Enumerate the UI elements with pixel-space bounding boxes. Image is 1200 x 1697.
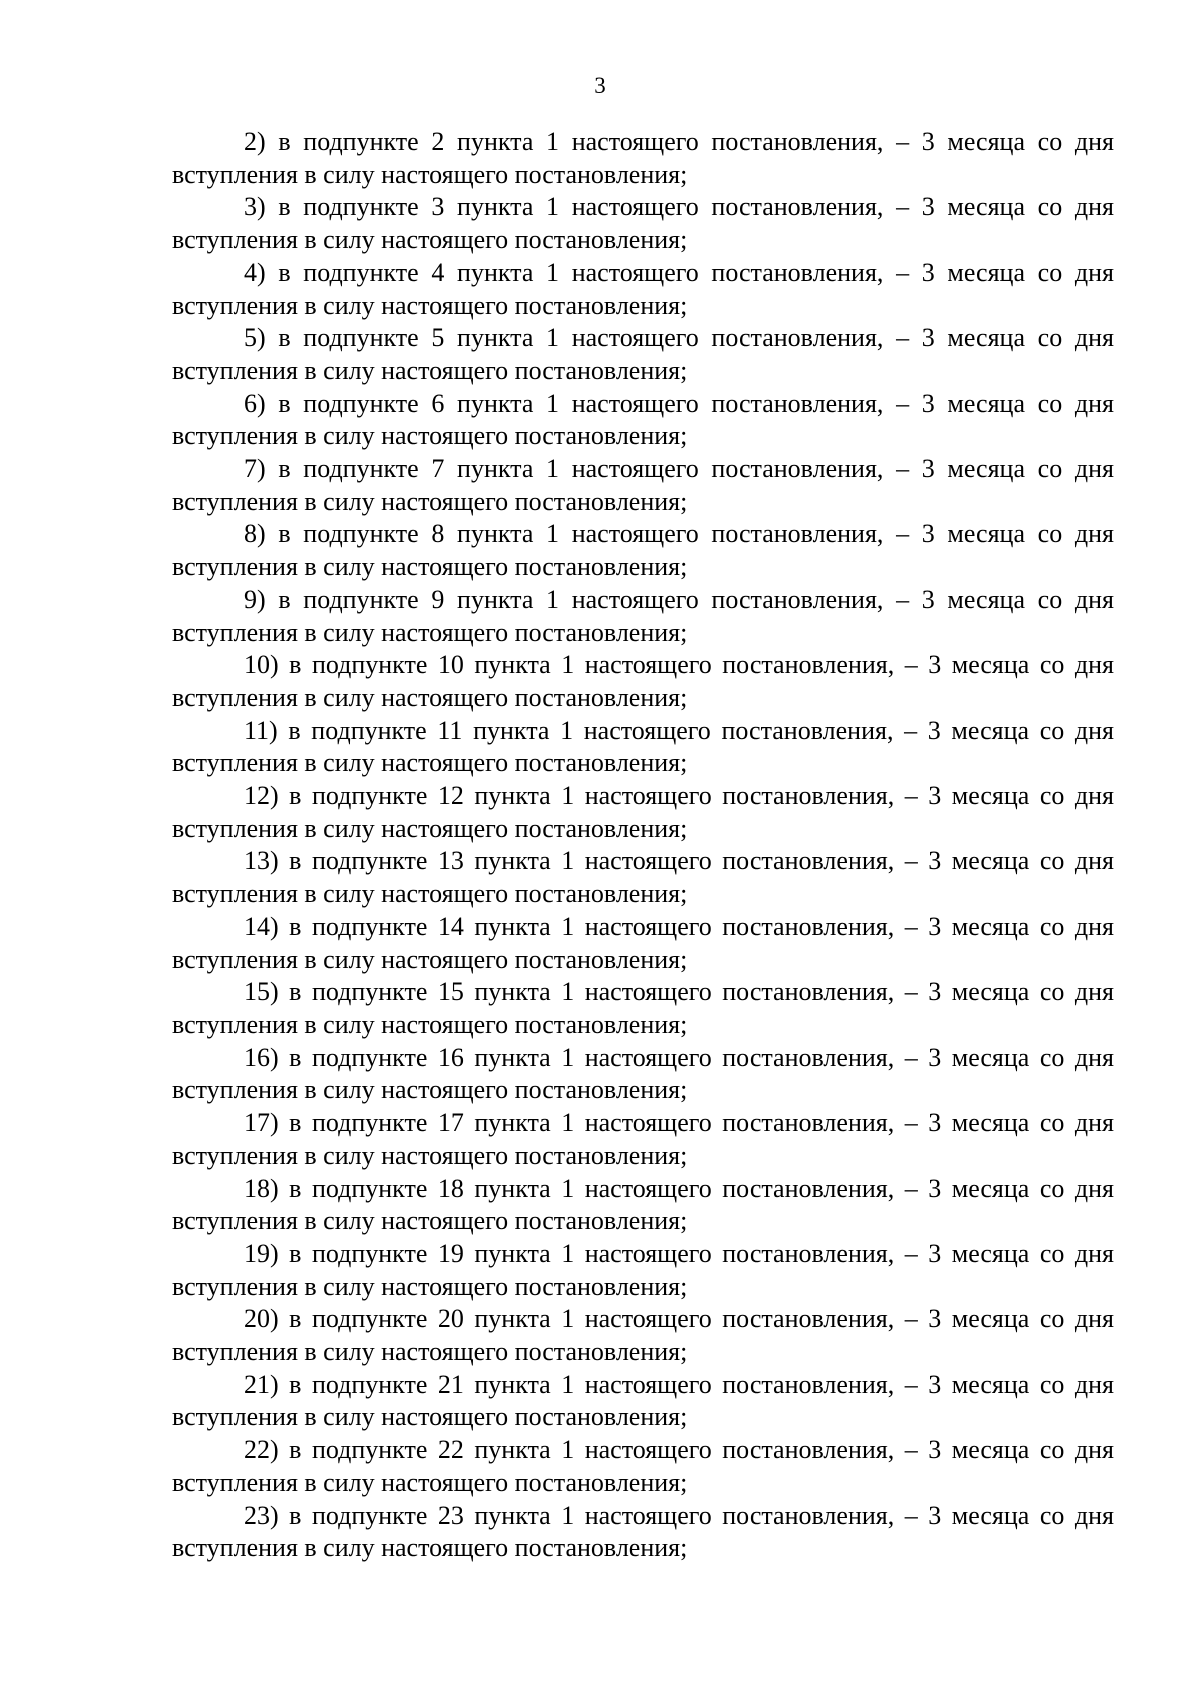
list-item: 23) в подпункте 23 пункта 1 настоящего постановления, – 3 месяца со дня вступления в силу настоящего постановления; <box>172 1500 1114 1563</box>
list-item: 22) в подпункте 22 пункта 1 настоящего постановления, – 3 месяца со дня вступления в силу настоящего постановления; <box>172 1435 1114 1497</box>
list-item: 15) в подпункте 15 пункта 1 настоящего постановления, – 3 месяца со дня вступления в силу настоящего постановления; <box>172 977 1114 1039</box>
list-item: 4) в подпункте 4 пункта 1 настоящего постановления, – 3 месяца со дня вступления в силу настоящего постановления; <box>172 257 1114 320</box>
list-item: 2) в подпункте 2 пункта 1 настоящего постановления, – 3 месяца со дня вступления в силу настоящего постановления; <box>172 127 1114 189</box>
list-item: 21) в подпункте 21 пункта 1 настоящего постановления, – 3 месяца со дня вступления в силу настоящего постановления; <box>172 1369 1114 1432</box>
list-item: 3) в подпункте 3 пункта 1 настоящего постановления, – 3 месяца со дня вступления в силу настоящего постановления; <box>172 192 1114 255</box>
list-item: 14) в подпункте 14 пункта 1 настоящего постановления, – 3 месяца со дня вступления в силу настоящего постановления; <box>172 911 1114 974</box>
list-item: 12) в подпункте 12 пункта 1 настоящего постановления, – 3 месяца со дня вступления в силу настоящего постановления; <box>172 781 1114 843</box>
list-item: 5) в подпункте 5 пункта 1 настоящего постановления, – 3 месяца со дня вступления в силу настоящего постановления; <box>172 323 1114 385</box>
list-item: 11) в подпункте 11 пункта 1 настоящего постановления, – 3 месяца со дня вступления в силу настоящего постановления; <box>172 715 1114 778</box>
list-item: 6) в подпункте 6 пункта 1 настоящего постановления, – 3 месяца со дня вступления в силу настоящего постановления; <box>172 388 1114 451</box>
list-item: 18) в подпункте 18 пункта 1 настоящего постановления, – 3 месяца со дня вступления в силу настоящего постановления; <box>172 1173 1114 1236</box>
list-item: 16) в подпункте 16 пункта 1 настоящего постановления, – 3 месяца со дня вступления в силу настоящего постановления; <box>172 1042 1114 1105</box>
page-number: 3 <box>594 73 606 98</box>
list-item: 20) в подпункте 20 пункта 1 настоящего постановления, – 3 месяца со дня вступления в силу настоящего постановления; <box>172 1304 1114 1367</box>
document-body <box>172 126 1114 1565</box>
list-item: 13) в подпункте 13 пункта 1 настоящего постановления, – 3 месяца со дня вступления в силу настоящего постановления; <box>172 846 1114 909</box>
list-item: 19) в подпункте 19 пункта 1 настоящего постановления, – 3 месяца со дня вступления в силу настоящего постановления; <box>172 1238 1114 1301</box>
list-item: 17) в подпункте 17 пункта 1 настоящего постановления, – 3 месяца со дня вступления в силу настоящего постановления; <box>172 1108 1114 1170</box>
list-item: 10) в подпункте 10 пункта 1 настоящего постановления, – 3 месяца со дня вступления в силу настоящего постановления; <box>172 650 1114 712</box>
list-item: 7) в подпункте 7 пункта 1 настоящего постановления, – 3 месяца со дня вступления в силу настоящего постановления; <box>172 454 1114 516</box>
list-item: 9) в подпункте 9 пункта 1 настоящего постановления, – 3 месяца со дня вступления в силу настоящего постановления; <box>172 584 1114 647</box>
list-item: 8) в подпункте 8 пункта 1 настоящего постановления, – 3 месяца со дня вступления в силу настоящего постановления; <box>172 519 1114 582</box>
